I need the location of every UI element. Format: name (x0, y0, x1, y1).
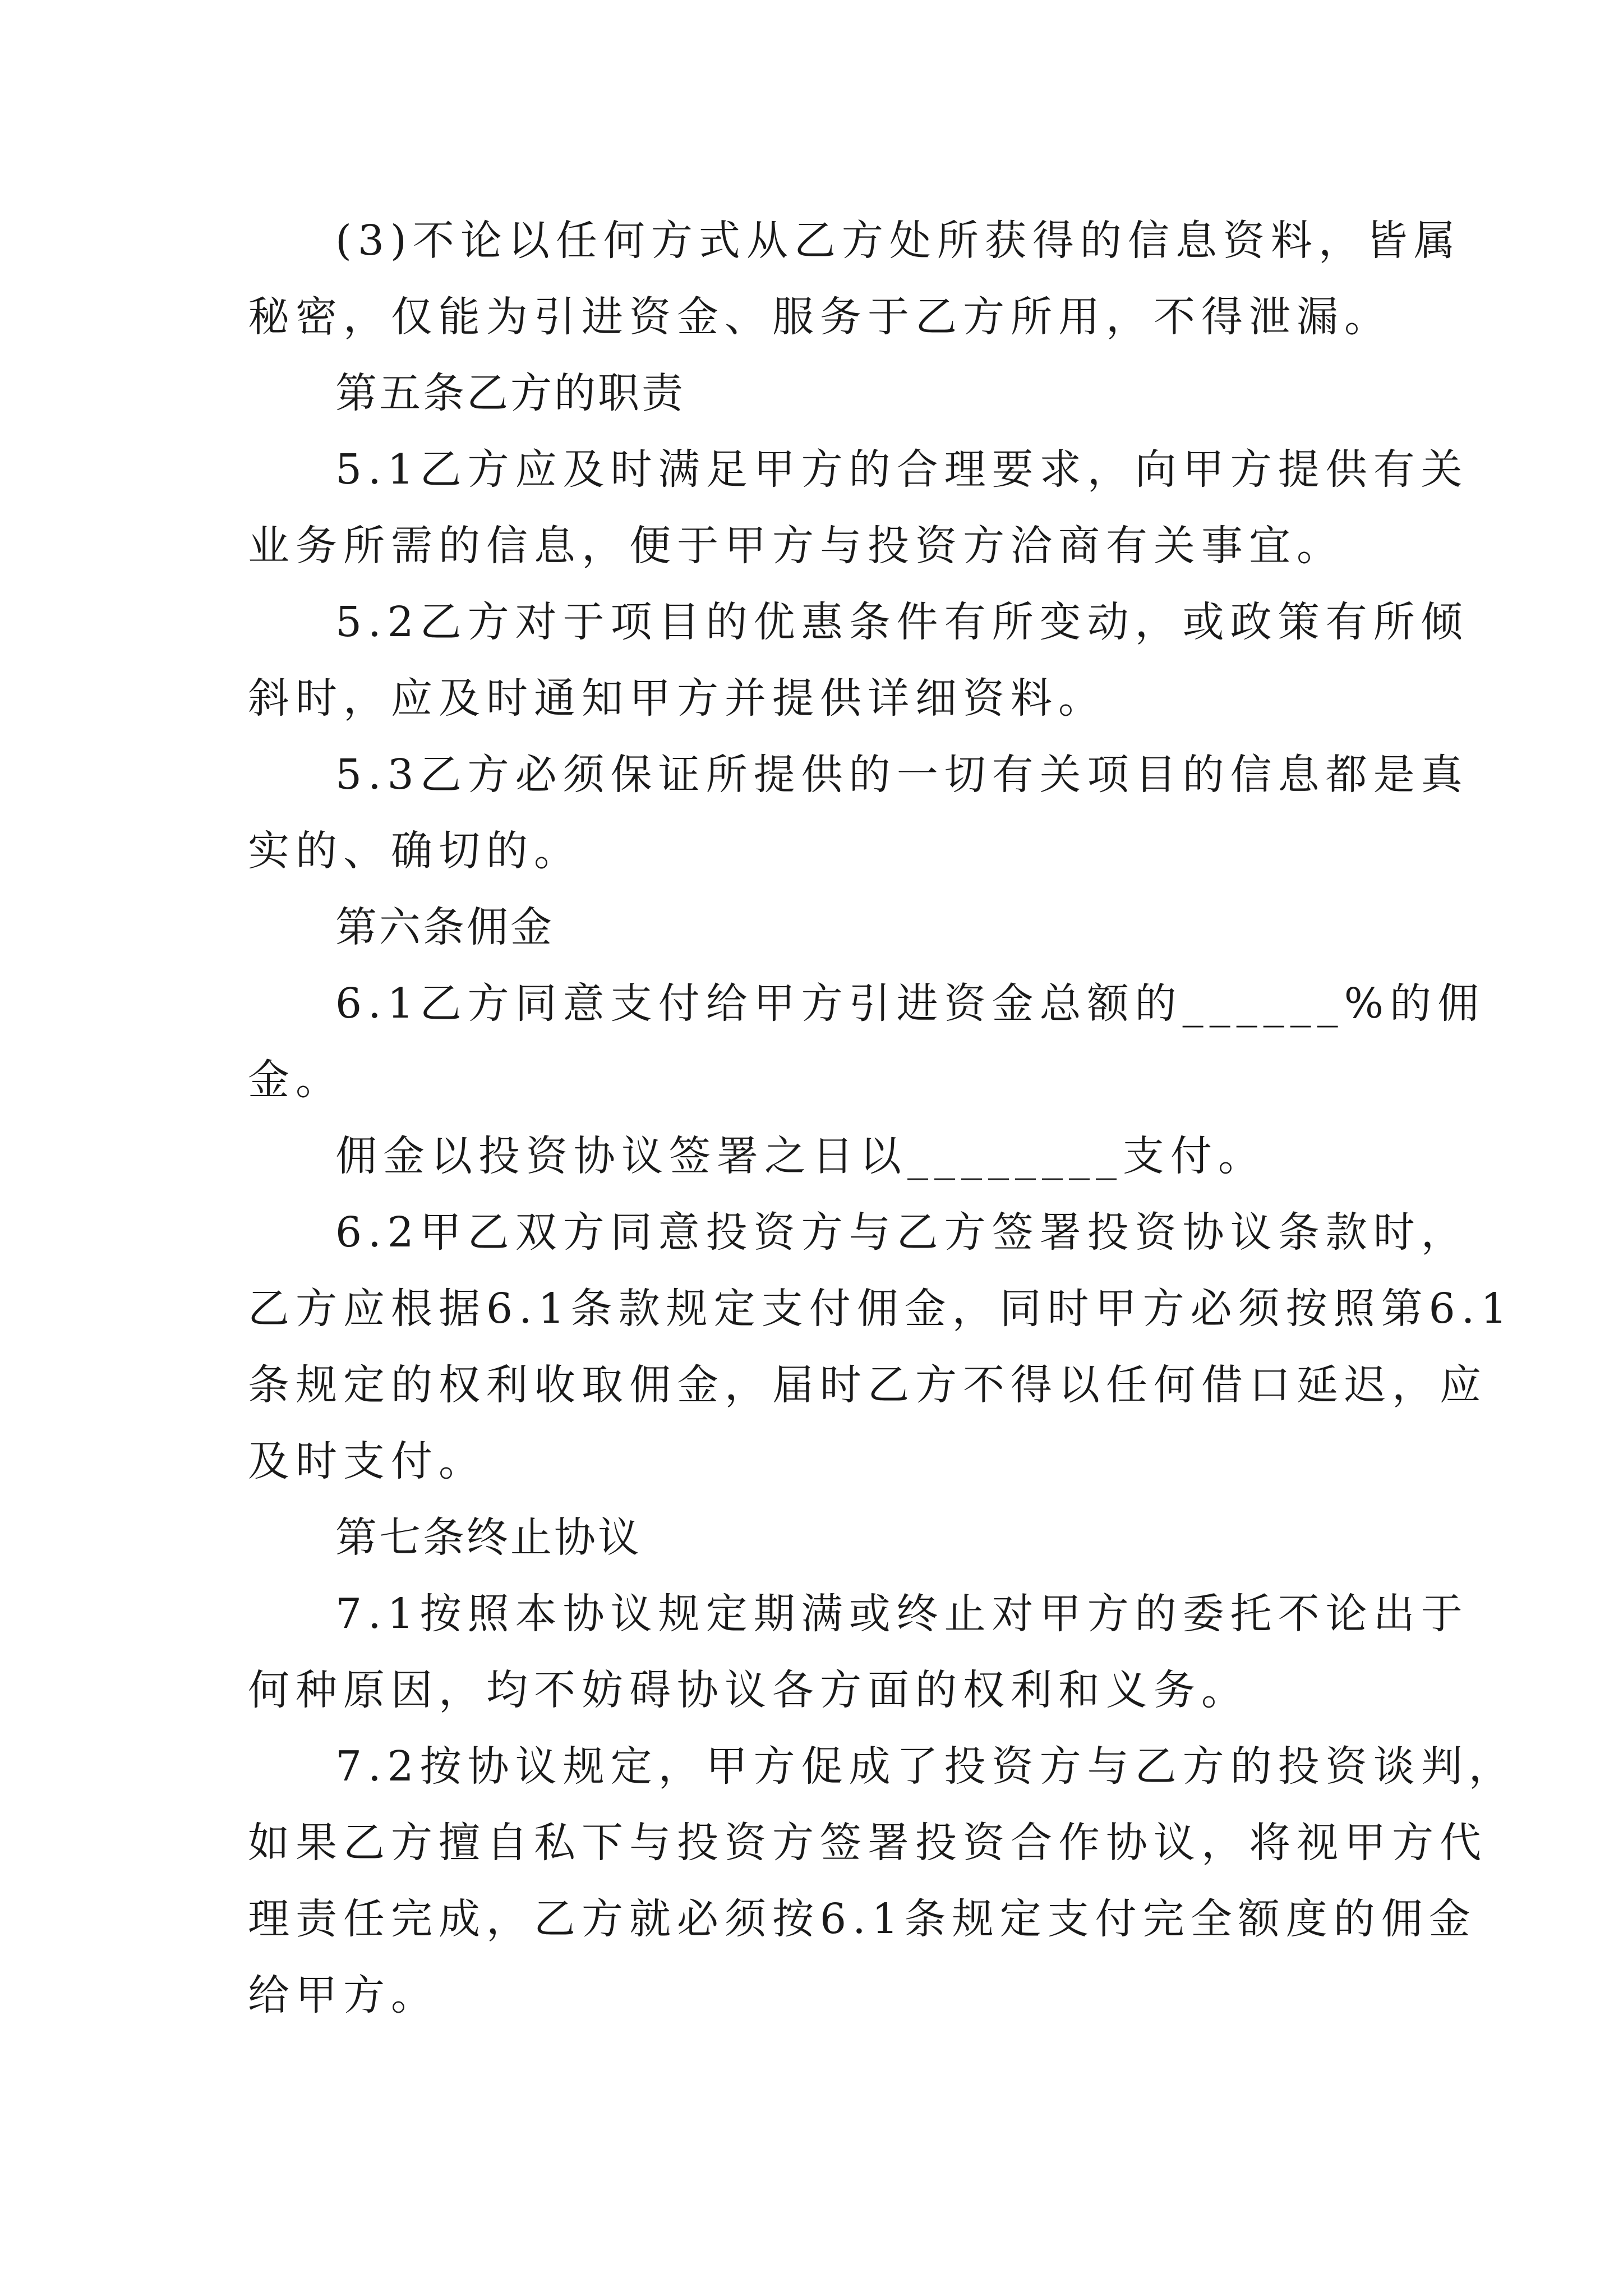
clause-5-3-line-2: 实的、确切的。 (248, 827, 582, 875)
article-7-heading: 第七条终止协议 (335, 1513, 642, 1562)
clause-6-2-line-4: 及时支付。 (248, 1437, 486, 1485)
clause-5-3-line-1: 5.3乙方必须保证所提供的一切有关项目的信息都是真 (335, 751, 1469, 799)
clause-6-1-line-2: 金。 (248, 1056, 343, 1104)
clause-6-2-line-1: 6.2甲乙双方同意投资方与乙方签署投资协议条款时， (335, 1208, 1469, 1257)
article-6-heading: 第六条佣金 (335, 903, 554, 951)
clause-6-1-payment: 佣金以投资协议签署之日以________支付。 (335, 1132, 1266, 1180)
clause-7-2-line-4: 给甲方。 (248, 1971, 439, 2019)
clause-5-1-line-1: 5.1乙方应及时满足甲方的合理要求，向甲方提供有关 (335, 445, 1469, 494)
clause-6-2-line-2: 乙方应根据6.1条款规定支付佣金，同时甲方必须按照第6.1 (248, 1285, 1514, 1333)
clause-6-2-line-3: 条规定的权利收取佣金，届时乙方不得以任何借口延迟，应 (248, 1361, 1487, 1409)
clause-5-2-line-1: 5.2乙方对于项目的优惠条件有所变动，或政策有所倾 (335, 598, 1469, 646)
clause-7-2-line-2: 如果乙方擅自私下与投资方签署投资合作协议，将视甲方代 (248, 1819, 1487, 1867)
clause-6-1-line-1: 6.1乙方同意支付给甲方引进资金总额的______%的佣 (335, 979, 1485, 1028)
clause-4-3-line-2: 秘密，仅能为引进资金、服务于乙方所用，不得泄漏。 (248, 293, 1392, 341)
clause-5-1-line-2: 业务所需的信息，便于甲方与投资方洽商有关事宜。 (248, 522, 1344, 570)
clause-7-2-line-3: 理责任完成，乙方就必须按6.1条规定支付完全额度的佣金 (248, 1895, 1477, 1943)
clause-5-2-line-2: 斜时，应及时通知甲方并提供详细资料。 (248, 674, 1106, 723)
clause-7-2-line-1: 7.2按协议规定，甲方促成了投资方与乙方的投资谈判， (335, 1742, 1516, 1791)
clause-4-3-line-1: (3)不论以任何方式从乙方处所获得的信息资料，皆属 (335, 217, 1461, 265)
clause-7-1-line-1: 7.1按照本协议规定期满或终止对甲方的委托不论出于 (335, 1590, 1469, 1638)
article-5-heading: 第五条乙方的职责 (335, 369, 685, 417)
clause-7-1-line-2: 何种原因，均不妨碍协议各方面的权利和义务。 (248, 1666, 1249, 1714)
